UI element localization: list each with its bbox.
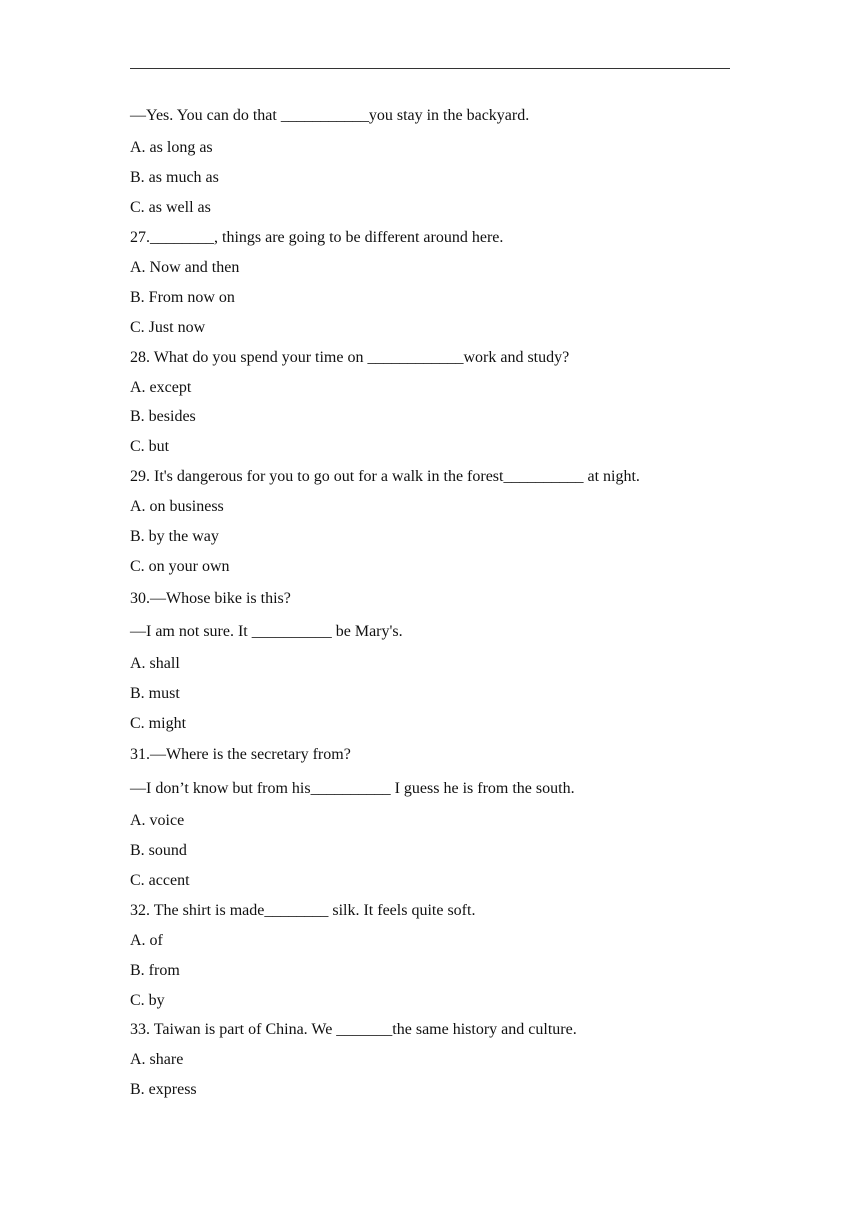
dialogue-line: —Yes. You can do that ___________you stay in the backyard.: [130, 107, 530, 124]
question-27: 27.________, things are going to be different around here.: [130, 229, 504, 246]
question-33: 33. Taiwan is part of China. We _______the same history and culture.: [130, 1021, 577, 1038]
answer-option: B. by the way: [130, 528, 219, 545]
answer-option: A. of: [130, 932, 163, 949]
answer-option: A. share: [130, 1051, 184, 1068]
answer-option: A. on business: [130, 498, 224, 515]
header-rule: [130, 68, 730, 69]
answer-option: C. might: [130, 715, 187, 732]
answer-option: C. accent: [130, 872, 190, 889]
answer-option: C. as well as: [130, 199, 211, 216]
answer-option: A. except: [130, 379, 192, 396]
answer-option: B. from: [130, 962, 180, 979]
answer-option: B. From now on: [130, 289, 235, 306]
answer-option: C. Just now: [130, 319, 206, 336]
question-30: 30.—Whose bike is this?: [130, 590, 291, 607]
answer-option: B. express: [130, 1081, 197, 1098]
answer-option: A. as long as: [130, 139, 213, 156]
answer-option: C. but: [130, 438, 170, 455]
question-28: 28. What do you spend your time on ____________work and study?: [130, 349, 570, 366]
dialogue-line: —I don’t know but from his__________ I guess he is from the south.: [130, 780, 575, 797]
answer-option: C. on your own: [130, 558, 230, 575]
answer-option: C. by: [130, 992, 165, 1009]
question-29: 29. It's dangerous for you to go out for a walk in the forest__________ at night.: [130, 468, 640, 485]
answer-option: B. must: [130, 685, 180, 702]
answer-option: A. Now and then: [130, 259, 240, 276]
dialogue-line: —I am not sure. It __________ be Mary's.: [130, 623, 403, 640]
answer-option: A. voice: [130, 812, 185, 829]
answer-option: B. sound: [130, 842, 187, 859]
answer-option: A. shall: [130, 655, 180, 672]
question-31: 31.—Where is the secretary from?: [130, 746, 351, 763]
answer-option: B. besides: [130, 408, 196, 425]
answer-option: B. as much as: [130, 169, 219, 186]
question-32: 32. The shirt is made________ silk. It feels quite soft.: [130, 902, 476, 919]
